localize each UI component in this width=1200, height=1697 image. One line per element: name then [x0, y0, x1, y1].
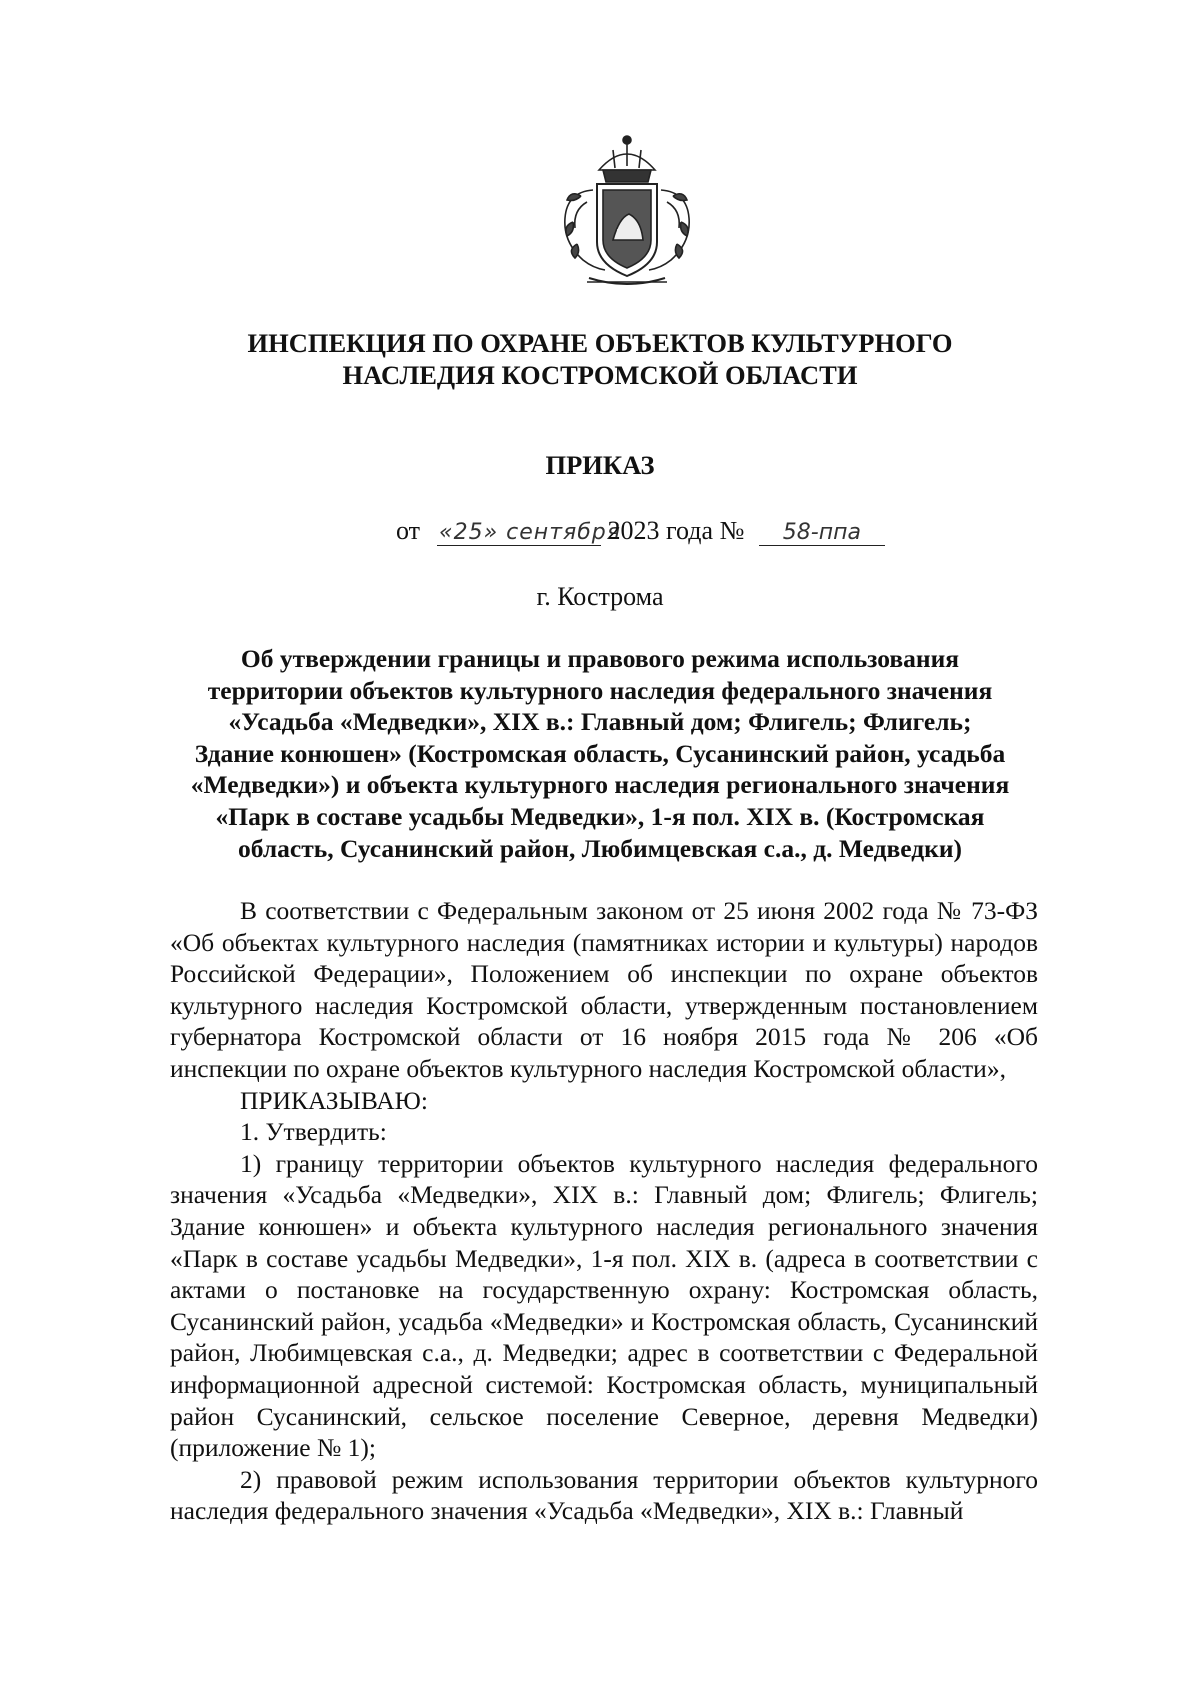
subject-line-2: территории объектов культурного наследия федерального значения [207, 675, 993, 705]
subitem-2: 2) правовой режим использования территории объектов культурного наследия федерального значения «Усадьба «Медведки», XIX в.: Главный [170, 1464, 1038, 1526]
date-year: 2023 года № [607, 516, 745, 545]
subject-line-5: «Медведки») и объекта культурного наследия регионального значения [190, 770, 1010, 800]
city: г. Кострома [536, 582, 664, 611]
date-number-line [396, 516, 885, 548]
subject-line-3: «Усадьба «Медведки», XIX в.: Главный дом; Флигель; Флигель; [228, 707, 972, 737]
document-type: ПРИКАЗ [545, 450, 655, 480]
org-line-2: НАСЛЕДИЯ КОСТРОМСКОЙ ОБЛАСТИ [342, 360, 858, 390]
kostroma-coat-of-arms-icon [527, 130, 727, 290]
date-prefix: от [396, 516, 421, 545]
subject-line-7: область, Сусанинский район, Любимцевская с.а., д. Медведки) [237, 833, 963, 863]
issuing-authority [120, 327, 1080, 391]
document-subject [160, 643, 1040, 864]
subject-line-1: Об утверждении границы и правового режима использования [240, 644, 960, 673]
subject-line-4: Здание конюшен» (Костромская область, Сусанинский район, усадьба [194, 738, 1006, 768]
order-word: ПРИКАЗЫВАЮ: [240, 1085, 428, 1115]
org-line-1: ИНСПЕКЦИЯ ПО ОХРАНЕ ОБЪЕКТОВ КУЛЬТУРНОГО [247, 328, 953, 358]
handwritten-number: 58-ппа [759, 520, 885, 546]
item-1: 1. Утвердить: [240, 1117, 387, 1147]
subitem-1: 1) границу территории объектов культурного наследия федерального значения «Усадьба «Медведки», XIX в.: Главный дом; Флигель; Флигель; Здание конюшен» и объекта культурного наследия регионального значения «Парк в составе усадьбы Медведки», 1-я пол. XIX в. (адреса в соответствии с актами о постановке на государственную охрану: Костромская область, Сусанинский район, усадьба «Медведки» и Костромская область, Сусанинский район, Любимцевская с.а., д. Медведки; адрес в соответствии с Федеральной информационной адресной системой: Костромская область, муниципальный район Сусанинский, сельское поселение Северное, деревня Медведки) (приложение № 1); [170, 1148, 1038, 1463]
preamble-paragraph: В соответствии с Федеральным законом от 25 июня 2002 года № 73-ФЗ «Об объектах культурного наследия (памятниках истории и культуры) народов Российской Федерации», Положением об инспекции по охране объектов культурного наследия Костромской области, утвержденным постановлением губернатора Костромской области от 16 ноября 2015 года № 206 «Об инспекции по охране объектов культурного наследия Костромской области», [170, 896, 1038, 1083]
subject-line-6: «Парк в составе усадьбы Медведки», 1-я пол. XIX в. (Костромская [215, 801, 985, 831]
handwritten-date: «25» сентября [439, 520, 622, 545]
document-body [170, 895, 1038, 1527]
